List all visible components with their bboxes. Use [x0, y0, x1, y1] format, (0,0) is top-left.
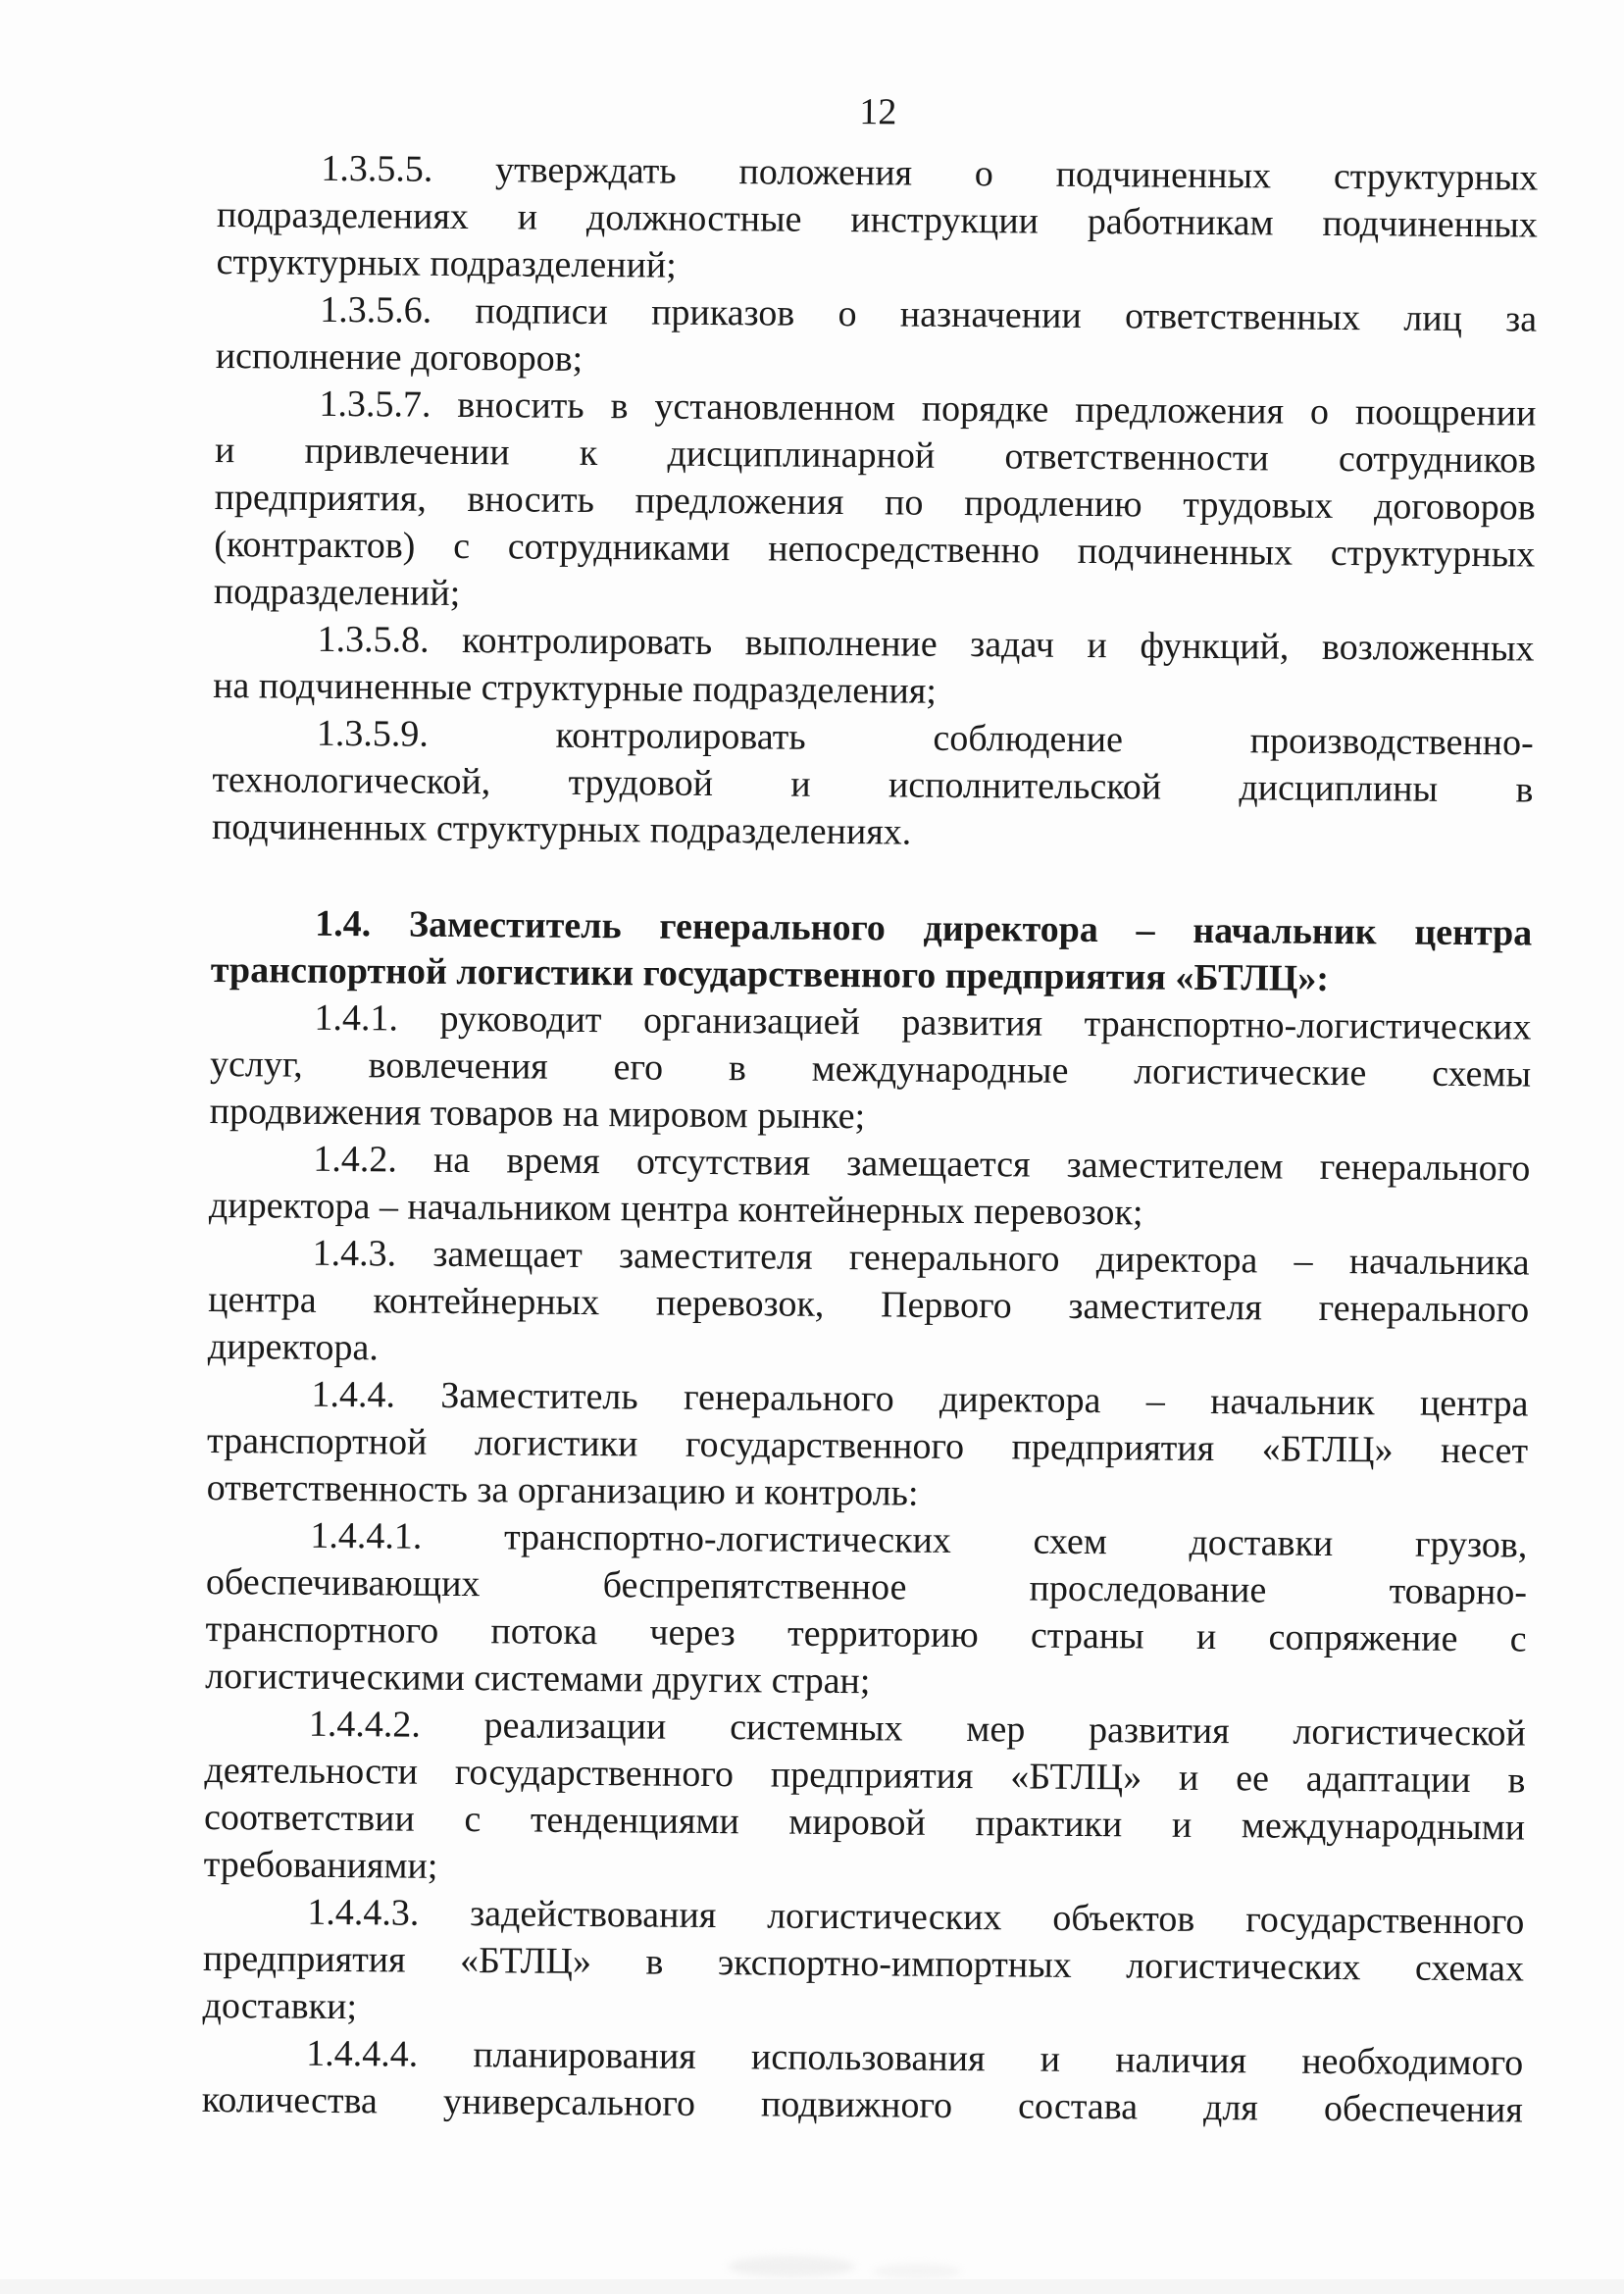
scan-artifact-bottom-band: [0, 2279, 1624, 2294]
text-line: транспортной логистики государственного предприятия «БТЛЦ»:: [210, 948, 1330, 999]
text-line: 1.4.1. руководит организацией развития транспортно-логистических: [314, 996, 1532, 1048]
text-line: подразделениях и должностные инструкции работникам подчиненных: [216, 193, 1539, 246]
page-number: 12: [859, 91, 897, 133]
scan-artifact-smudge: [873, 2264, 961, 2279]
text-line: требованиями;: [203, 1843, 438, 1887]
text-line: деятельности государственного предприятия «БТЛЦ» и ее адаптации в: [204, 1749, 1526, 1802]
text-line: (контрактов) с сотрудниками непосредственно подчиненных структурных: [214, 523, 1536, 576]
text-line: 1.3.5.5. утверждать положения о подчиненных структурных: [321, 147, 1539, 199]
text-line: предприятия «БТЛЦ» в экспортно-импортных логистических схемах: [202, 1937, 1525, 1990]
text-line: доставки;: [202, 1984, 358, 2028]
text-line: логистическими системами других стран;: [205, 1655, 871, 1703]
text-line: 1.4.4.3. задействования логистических объектов государственного: [307, 1891, 1525, 1943]
text-line: технологической, трудовой и исполнительской дисциплины в: [212, 758, 1534, 811]
text-line: 1.4.4.1. транспортно-логистических схем доставки грузов,: [310, 1514, 1528, 1566]
text-line: директора.: [207, 1325, 380, 1369]
text-line: на подчиненные структурные подразделения;: [213, 664, 938, 712]
text-line: транспортной логистики государственного предприятия «БТЛЦ» несет: [206, 1419, 1529, 1472]
page-content: [202, 83, 1539, 2134]
text-line: и привлечении к дисциплинарной ответственности сотрудников: [214, 429, 1537, 482]
text-line: 1.3.5.6. подписи приказов о назначении ответственных лиц за: [320, 288, 1538, 340]
text-line: 1.4.4.2. реализации системных мер развития логистической: [308, 1703, 1526, 1755]
scan-artifact-smudge: [728, 2256, 855, 2277]
text-line: структурных подразделений;: [216, 240, 677, 286]
text-line: соответствии с тенденциями мировой практики и международными: [203, 1796, 1526, 1849]
text-line: продвижения товаров на мировом рынке;: [209, 1090, 866, 1138]
text-line: количества универсального подвижного состава для обеспечения: [201, 2078, 1523, 2131]
text-line: ответственность за организацию и контроль:: [206, 1466, 919, 1514]
text-line: центра контейнерных перевозок, Первого заместителя генерального: [208, 1278, 1530, 1331]
text-line: 1.3.5.7. вносить в установленном порядке предложения о поощрении: [319, 382, 1537, 434]
text-line: 1.3.5.8. контролировать выполнение задач и функций, возложенных: [317, 618, 1535, 670]
text-line: услуг, вовлечения его в международные логистические схемы: [209, 1043, 1532, 1096]
text-line: 1.4. Заместитель генерального директора – начальник центра: [315, 902, 1533, 954]
text-line: 1.4.2. на время отсутствия замещается заместителем генерального: [313, 1138, 1531, 1190]
text-line: директора – начальником центра контейнерных перевозок;: [208, 1184, 1143, 1234]
text-line: транспортного потока через территорию страны и сопряжение с: [205, 1607, 1527, 1660]
text-line: 1.4.3. замещает заместителя генерального директора – начальника: [312, 1232, 1530, 1284]
document-body: [202, 144, 1539, 2134]
text-line: подразделений;: [213, 570, 461, 614]
text-line: подчиненных структурных подразделениях.: [211, 805, 912, 853]
text-line: 1.3.5.9. контролировать соблюдение производственно-: [316, 712, 1534, 764]
text-line: предприятия, вносить предложения по продлению трудовых договоров: [214, 476, 1536, 529]
text-line: 1.4.4.4. планирования использования и наличия необходимого: [306, 2032, 1524, 2084]
text-line: 1.4.4. Заместитель генерального директора – начальник центра: [311, 1373, 1529, 1425]
text-line: обеспечивающих беспрепятственное проследование товарно-: [205, 1560, 1528, 1613]
text-line: исполнение договоров;: [215, 334, 584, 380]
